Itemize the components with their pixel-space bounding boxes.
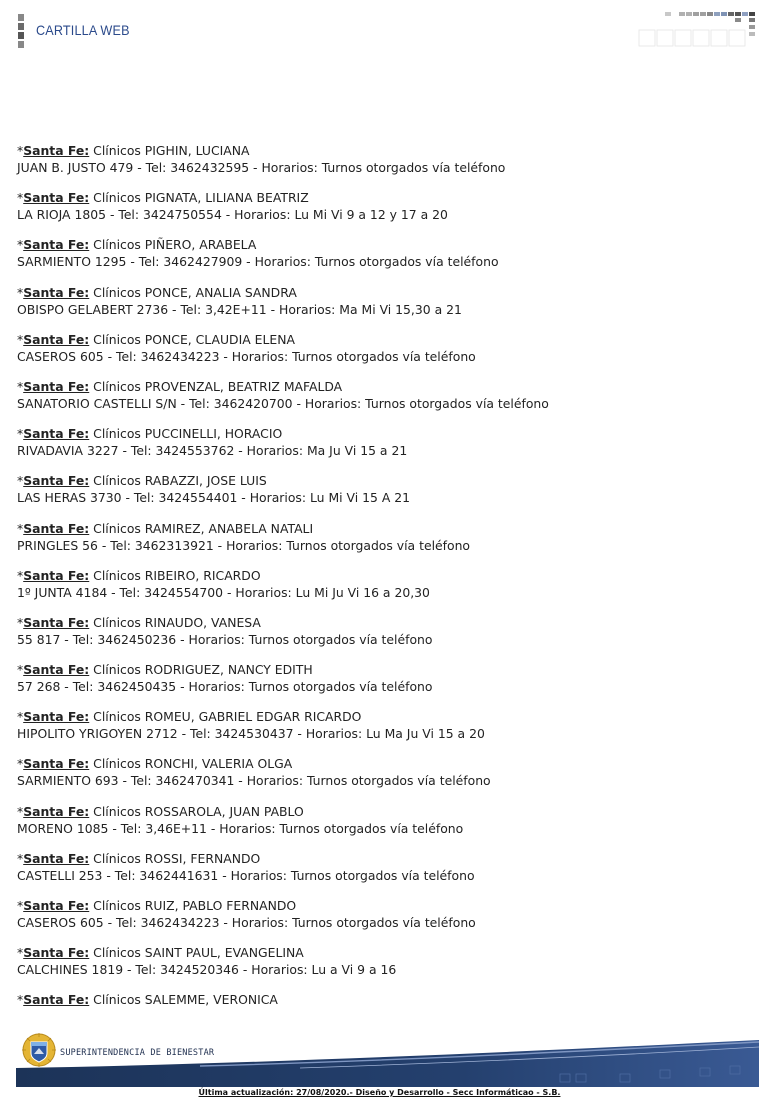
list-item: *Santa Fe: Clínicos ROSSI, FERNANDO CASTELLI 253 - Tel: 3462441631 - Horarios: Turnos otorgados vía teléfono — [17, 850, 475, 883]
entry-location: Santa Fe: — [23, 143, 90, 158]
entry-details: LA RIOJA 1805 - Tel: 3424750554 - Horarios: Lu Mi Vi 9 a 12 y 17 a 20 — [17, 207, 448, 223]
entry-details: CASEROS 605 - Tel: 3462434223 - Horarios: Turnos otorgados vía teléfono — [17, 348, 476, 364]
list-item: *Santa Fe: Clínicos RUIZ, PABLO FERNANDO CASEROS 605 - Tel: 3462434223 - Horarios: Turnos otorgados vía teléfono — [17, 898, 476, 930]
list-item: *Santa Fe: Clínicos PIGNATA, LILIANA BEATRIZ LA RIOJA 1805 - Tel: 3424750554 - Horarios: Lu Mi Vi 9 a 12 y 17 a 20 — [17, 190, 448, 223]
entry-name: Clínicos SAINT PAUL, EVANGELINA — [89, 945, 304, 961]
entry-name: Clínicos PROVENZAL, BEATRIZ MAFALDA — [89, 378, 343, 394]
list-item: *Santa Fe: Clínicos RIBEIRO, RICARDO 1º JUNTA 4184 - Tel: 3424554700 - Horarios: Lu Mi Ju Vi 16 a 20,30 — [17, 567, 430, 600]
entry-location: Santa Fe: — [23, 709, 90, 725]
entry-details: 57 268 - Tel: 3462450435 - Horarios: Turnos otorgados vía teléfono — [17, 679, 433, 695]
entry-location: Santa Fe: — [23, 756, 90, 772]
entry-details: LAS HERAS 3730 - Tel: 3424554401 - Horarios: Lu Mi Vi 15 A 21 — [17, 490, 410, 506]
entry-location: Santa Fe: — [23, 520, 90, 536]
entry-name: Clínicos RONCHI, VALERIA OLGA — [89, 756, 293, 772]
entry-location: Santa Fe: — [23, 284, 90, 300]
entry-location: Santa Fe: — [23, 992, 90, 1008]
entry-details: 1º JUNTA 4184 - Tel: 3424554700 - Horarios: Lu Mi Ju Vi 16 a 20,30 — [17, 584, 430, 600]
entry-location: Santa Fe: — [23, 567, 90, 583]
entry-location: Santa Fe: — [23, 945, 90, 961]
entry-details: CASEROS 605 - Tel: 3462434223 - Horarios: Turnos otorgados vía teléfono — [17, 915, 476, 930]
provider-list — [17, 142, 747, 1022]
entry-details: SARMIENTO 693 - Tel: 3462470341 - Horarios: Turnos otorgados vía teléfono — [17, 773, 491, 789]
entry-details: SANATORIO CASTELLI S/N - Tel: 3462420700 - Horarios: Turnos otorgados vía teléfono — [17, 395, 549, 411]
footer-wave-banner — [0, 1030, 759, 1088]
entry-name: Clínicos RAMIREZ, ANABELA NATALI — [89, 520, 314, 536]
entry-name: Clínicos RODRIGUEZ, NANCY EDITH — [89, 662, 313, 678]
entry-location: Santa Fe: — [23, 614, 90, 630]
entry-details: PRINGLES 56 - Tel: 3462313921 - Horarios: Turnos otorgados vía teléfono — [17, 537, 471, 553]
last-update-note: Última actualización: 27/08/2020.- Diseño y Desarrollo - Secc Informáticao - S.B. — [198, 1088, 561, 1097]
footer-organization: SUPERINTENDENCIA DE BIENESTAR — [60, 1048, 215, 1058]
entry-name: Clínicos PIGHIN, LUCIANA — [89, 143, 250, 158]
page-header — [0, 0, 759, 60]
page-title: CARTILLA WEB — [36, 22, 130, 38]
list-item: *Santa Fe: Clínicos PONCE, ANALIA SANDRA OBISPO GELABERT 2736 - Tel: 3,42E+11 - Horarios: Ma Mi Vi 15,30 a 21 — [17, 284, 462, 317]
entry-details: OBISPO GELABERT 2736 - Tel: 3,42E+11 - Horarios: Ma Mi Vi 15,30 a 21 — [17, 301, 462, 317]
list-item: *Santa Fe: Clínicos RODRIGUEZ, NANCY EDITH 57 268 - Tel: 3462450435 - Horarios: Turnos otorgados vía teléfono — [17, 662, 433, 695]
entry-name: Clínicos PONCE, ANALIA SANDRA — [89, 284, 297, 300]
list-item: *Santa Fe: Clínicos ROSSAROLA, JUAN PABLO MORENO 1085 - Tel: 3,46E+11 - Horarios: Turnos otorgados vía teléfono — [17, 803, 464, 836]
entry-name: Clínicos PONCE, CLAUDIA ELENA — [89, 331, 295, 347]
entry-name: Clínicos ROSSI, FERNANDO — [89, 850, 261, 866]
entry-location: Santa Fe: — [23, 473, 90, 489]
list-item: *Santa Fe: Clínicos RABAZZI, JOSE LUIS LAS HERAS 3730 - Tel: 3424554401 - Horarios: Lu Mi Vi 15 A 21 — [17, 473, 410, 506]
entry-name: Clínicos PUCCINELLI, HORACIO — [89, 426, 283, 442]
list-item: *Santa Fe: Clínicos PIGHIN, LUCIANA JUAN B. JUSTO 479 - Tel: 3462432595 - Horarios: Turnos otorgados vía teléfono — [17, 143, 506, 175]
institution-seal-icon — [20, 1032, 58, 1068]
entry-location: Santa Fe: — [23, 803, 90, 819]
list-item: *Santa Fe: Clínicos RAMIREZ, ANABELA NATALI PRINGLES 56 - Tel: 3462313921 - Horarios: Turnos otorgados vía teléfono — [17, 520, 471, 553]
entry-location: Santa Fe: — [23, 850, 90, 866]
entry-name: Clínicos PIGNATA, LILIANA BEATRIZ — [89, 190, 309, 206]
entry-details: MORENO 1085 - Tel: 3,46E+11 - Horarios: Turnos otorgados vía teléfono — [17, 820, 464, 836]
entry-details: JUAN B. JUSTO 479 - Tel: 3462432595 - Horarios: Turnos otorgados vía teléfono — [17, 160, 506, 175]
list-item: *Santa Fe: Clínicos PUCCINELLI, HORACIO RIVADAVIA 3227 - Tel: 3424553762 - Horarios: Ma Ju Vi 15 a 21 — [17, 426, 408, 459]
entry-location: Santa Fe: — [23, 426, 90, 442]
entry-name: Clínicos ROSSAROLA, JUAN PABLO — [89, 803, 304, 819]
list-item: *Santa Fe: Clínicos SAINT PAUL, EVANGELINA CALCHINES 1819 - Tel: 3424520346 - Horarios: Lu a Vi 9 a 16 — [17, 945, 397, 978]
header-bars-icon — [18, 14, 24, 48]
list-item: *Santa Fe: Clínicos RONCHI, VALERIA OLGA SARMIENTO 693 - Tel: 3462470341 - Horarios: Turnos otorgados vía teléfono — [17, 756, 491, 789]
entry-details: SARMIENTO 1295 - Tel: 3462427909 - Horarios: Turnos otorgados vía teléfono — [17, 254, 499, 270]
entry-details: 55 817 - Tel: 3462450236 - Horarios: Turnos otorgados vía teléfono — [17, 631, 433, 647]
list-item: *Santa Fe: Clínicos PONCE, CLAUDIA ELENA CASEROS 605 - Tel: 3462434223 - Horarios: Turnos otorgados vía teléfono — [17, 331, 476, 364]
entry-details: HIPOLITO YRIGOYEN 2712 - Tel: 3424530437 - Horarios: Lu Ma Ju Vi 15 a 20 — [17, 726, 485, 742]
entry-name: Clínicos SALEMME, VERONICA — [89, 992, 278, 1008]
list-item: *Santa Fe: Clínicos PROVENZAL, BEATRIZ MAFALDA SANATORIO CASTELLI S/N - Tel: 3462420700 - Horarios: Turnos otorgados vía teléfono — [17, 378, 549, 411]
entry-location: Santa Fe: — [23, 378, 90, 394]
entry-details: CALCHINES 1819 - Tel: 3424520346 - Horarios: Lu a Vi 9 a 16 — [17, 962, 397, 978]
entry-details: CASTELLI 253 - Tel: 3462441631 - Horarios: Turnos otorgados vía teléfono — [17, 867, 475, 883]
entry-name: Clínicos RIBEIRO, RICARDO — [89, 567, 261, 583]
entry-location: Santa Fe: — [23, 898, 90, 913]
list-item: *Santa Fe: Clínicos RINAUDO, VANESA 55 817 - Tel: 3462450236 - Horarios: Turnos otorgados vía teléfono — [17, 614, 433, 647]
list-item: *Santa Fe: Clínicos ROMEU, GABRIEL EDGAR RICARDO HIPOLITO YRIGOYEN 2712 - Tel: 3424530437 - Horarios: Lu Ma Ju Vi 15 a 20 — [17, 709, 485, 742]
entry-name: Clínicos ROMEU, GABRIEL EDGAR RICARDO — [89, 709, 362, 725]
list-item: *Santa Fe: Clínicos SALEMME, VERONICA — [17, 992, 278, 1008]
entry-name: Clínicos RABAZZI, JOSE LUIS — [89, 473, 267, 489]
entry-location: Santa Fe: — [23, 331, 90, 347]
entry-name: Clínicos RINAUDO, VANESA — [89, 614, 261, 630]
entry-details: RIVADAVIA 3227 - Tel: 3424553762 - Horarios: Ma Ju Vi 15 a 21 — [17, 443, 408, 459]
entry-location: Santa Fe: — [23, 237, 90, 253]
list-item: *Santa Fe: Clínicos PIÑERO, ARABELA SARMIENTO 1295 - Tel: 3462427909 - Horarios: Turnos otorgados vía teléfono — [17, 237, 499, 270]
entry-name: Clínicos RUIZ, PABLO FERNANDO — [89, 898, 297, 913]
entry-location: Santa Fe: — [23, 662, 90, 678]
entry-location: Santa Fe: — [23, 190, 90, 206]
entry-name: Clínicos PIÑERO, ARABELA — [89, 237, 257, 253]
header-pixel-pattern-icon — [635, 10, 759, 50]
